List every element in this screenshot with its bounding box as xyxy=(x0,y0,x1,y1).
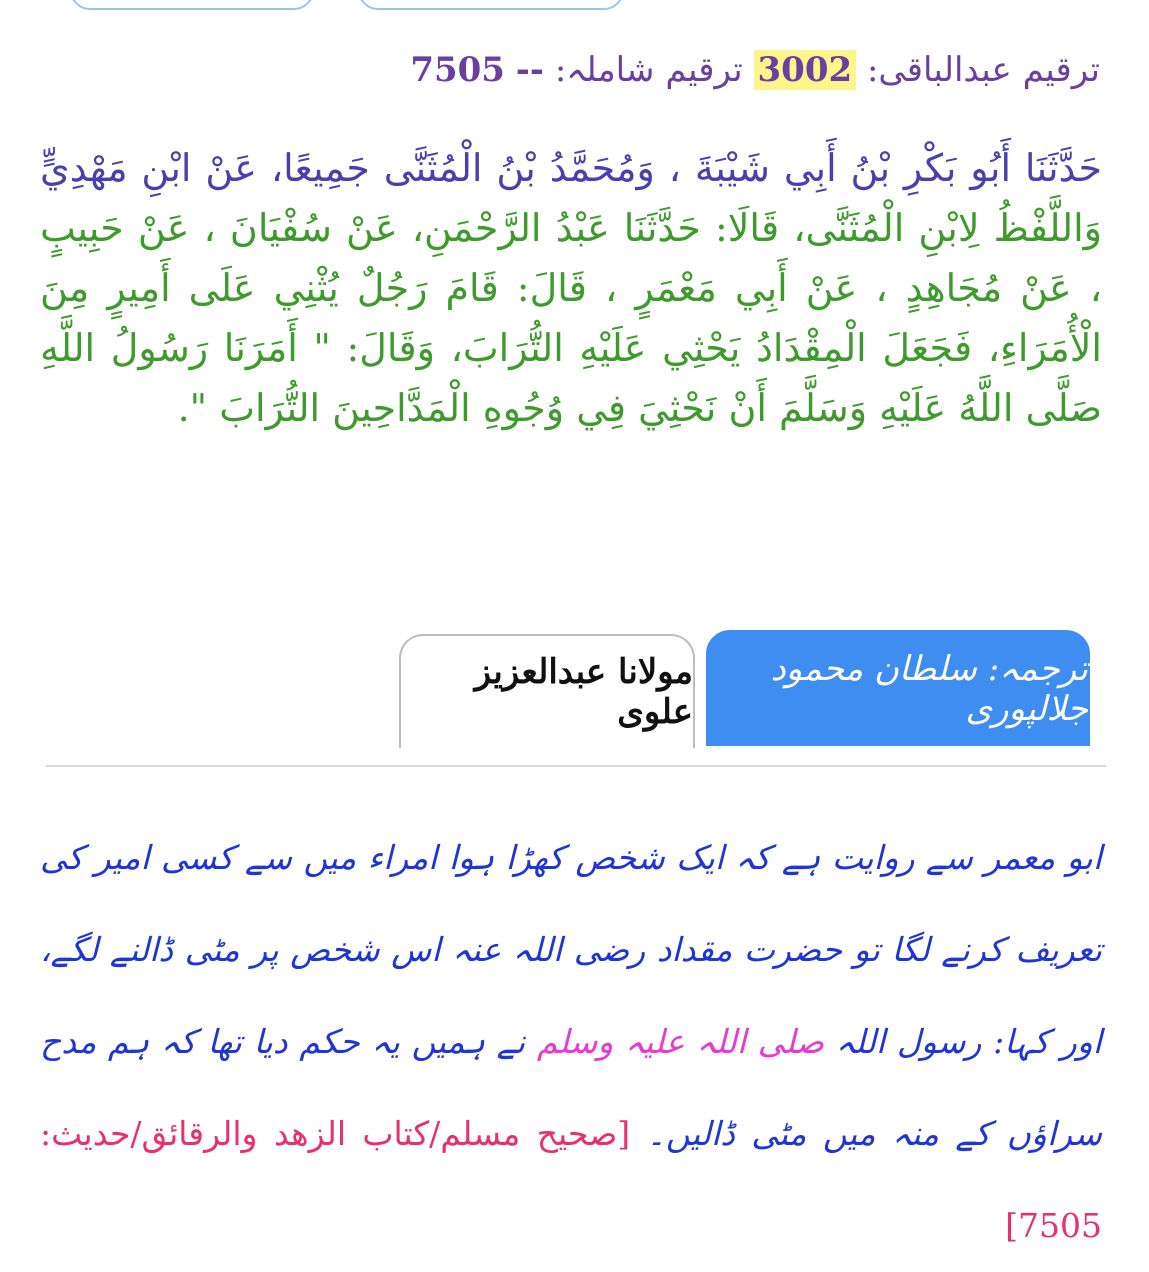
top-button-right[interactable] xyxy=(358,0,624,10)
hadith-sanad: حَدَّثَنَا أَبُو بَكْرِ بْنُ أَبِي شَيْبَةَ ، وَمُحَمَّدُ بْنُ الْمُثَنَّى جَمِيعًا، عَنْ ابْنِ مَهْدِيٍّ xyxy=(40,146,1102,190)
urdu-translation xyxy=(40,812,1102,1272)
hadith-matn: قَامَ رَجُلٌ يُثْنِي عَلَى أَمِيرٍ مِنَ الْأُمَرَاءِ، فَجَعَلَ الْمِقْدَادُ يَحْثِي عَلَيْهِ التُّرَابَ، وَقَالَ: " أَمَرَنَا رَسُولُ اللَّهِ صَلَّى اللَّهُ عَلَيْهِ وَسَلَّمَ أَنْ نَحْثِيَ فِي وُجُوهِ الْمَدَّاحِينَ التُّرَابَ ". xyxy=(40,266,1102,430)
shamila-label: ترقیم شاملہ: xyxy=(554,50,743,90)
translation-part1: ابو معمر سے روایت ہے کہ ایک شخص کھڑا ہوا امراء میں سے کسی امیر کی تعریف کرنے لگا تو حضرت مقداد رضی اللہ عنہ اس شخص پر مٹی ڈالنے لگے، اور کہا: رسول اللہ xyxy=(40,838,1102,1061)
shamila-number: 7505 xyxy=(410,50,505,90)
tab-translation-alvi[interactable] xyxy=(399,634,695,748)
abdul-baqi-label: ترقیم عبدالباقی: xyxy=(866,50,1100,90)
arabic-hadith-text xyxy=(40,138,1102,438)
hadith-sanad-continued: وَاللَّفْظُ لِابْنِ الْمُثَنَّى، قَالَا: حَدَّثَنَا عَبْدُ الرَّحْمَنِ، عَنْ سُفْيَانَ ، عَنْ حَبِيبٍ ، عَنْ مُجَاهِدٍ ، عَنْ أَبِي مَعْمَرٍ ، قَالَ: xyxy=(40,206,1102,310)
translation-honorific: صلی اللہ علیہ وسلم xyxy=(536,1022,825,1061)
translation-part2: نے ہمیں یہ حکم دیا تھا کہ ہم مدح سراؤں کے منہ میں مٹی ڈالیں۔ xyxy=(40,1022,1102,1153)
tab-translation-jalalpuri[interactable] xyxy=(706,630,1090,746)
hadith-reference[interactable]: [صحيح مسلم/كتاب الزهد والرقائق/حدیث: 7505] xyxy=(40,1114,1102,1245)
abdul-baqi-number[interactable]: 3002 xyxy=(754,50,857,90)
tab-label: ترجمہ: سلطان محمود جلالپوری xyxy=(770,648,1088,729)
numbering-separator: -- xyxy=(515,50,544,90)
tab-label: مولانا عبدالعزیز علوی xyxy=(474,652,693,732)
hadith-numbering xyxy=(40,44,1100,96)
top-button-left[interactable] xyxy=(70,0,314,10)
tab-divider xyxy=(46,765,1106,767)
translator-tabs xyxy=(0,630,1149,748)
